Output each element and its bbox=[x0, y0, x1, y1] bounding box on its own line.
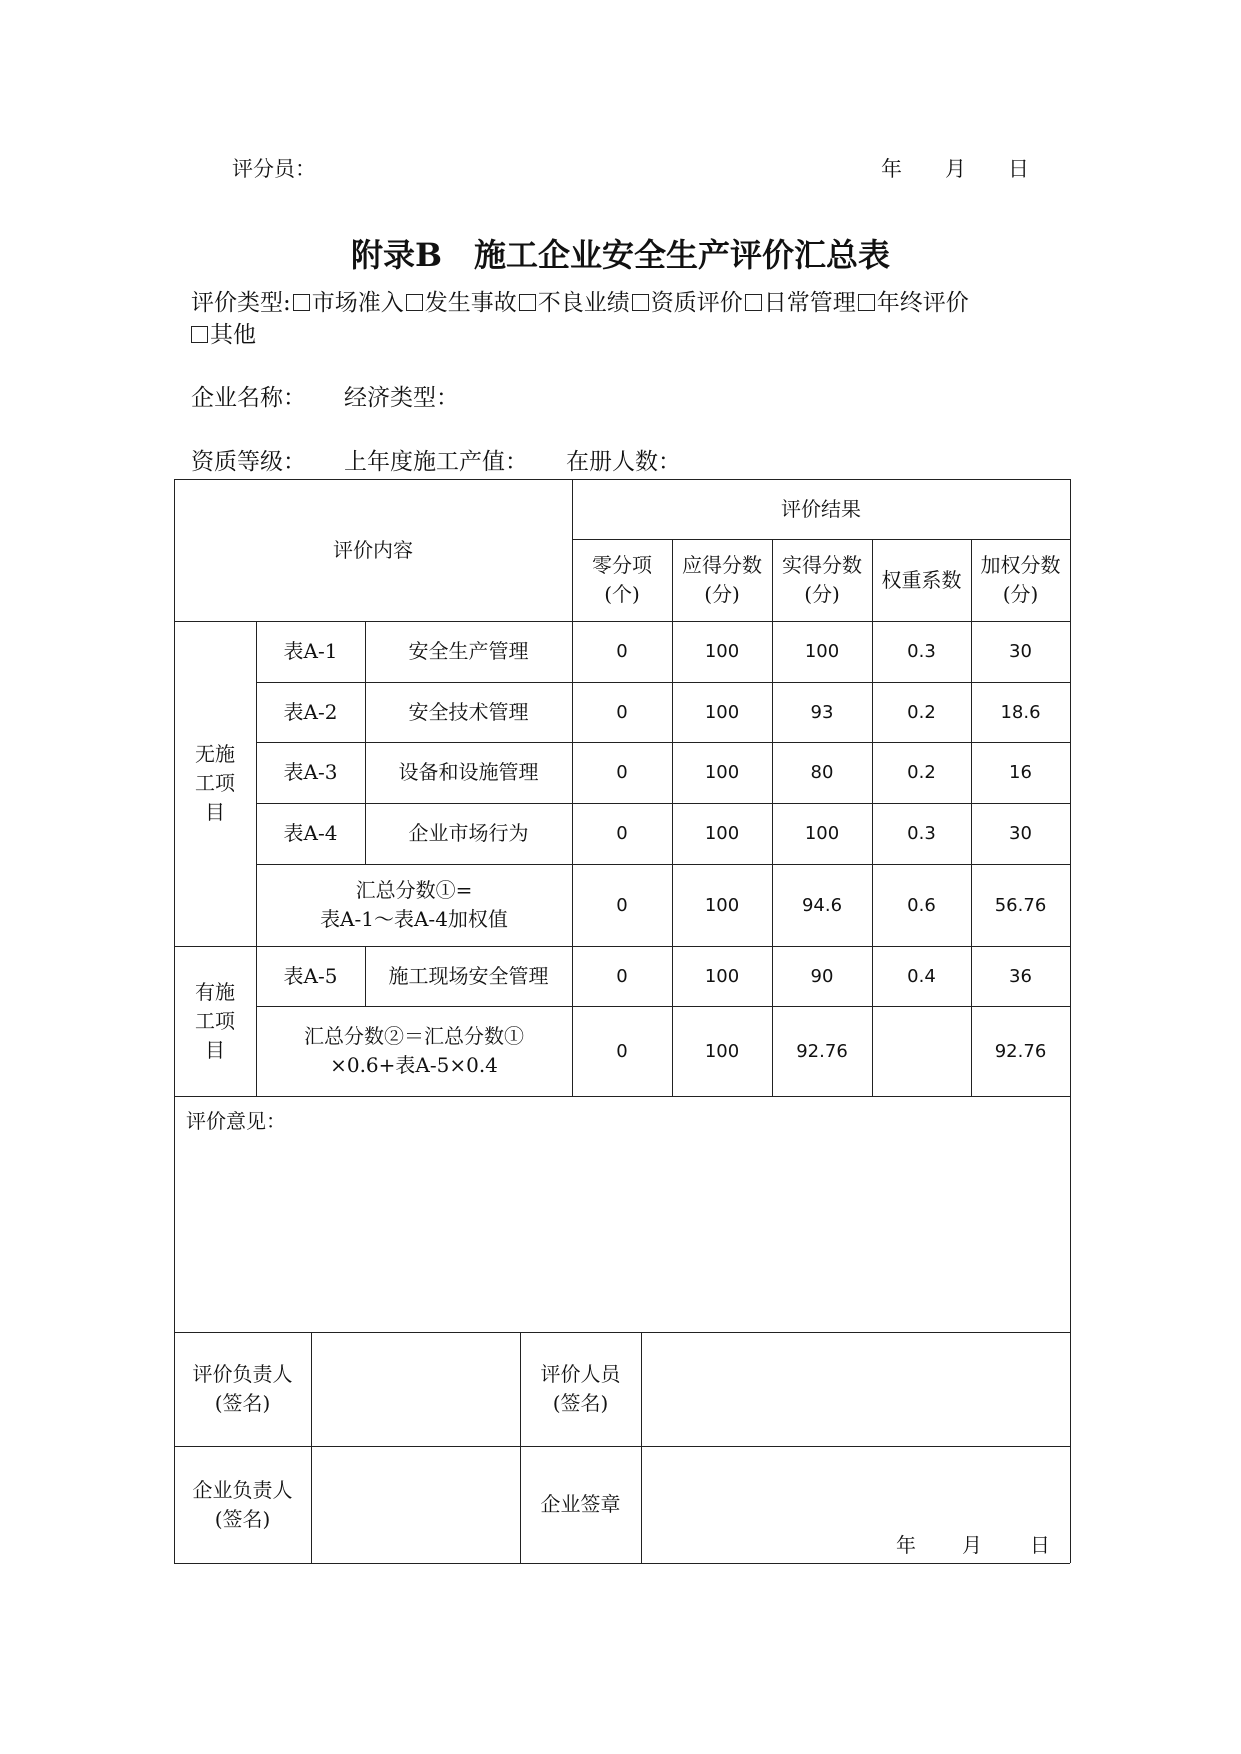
company-leader-label: 企业负责人(签名) bbox=[192, 1477, 293, 1531]
col-header-weighted: 加权分数(分) bbox=[980, 553, 1061, 606]
row-name: 安全技术管理 bbox=[408, 699, 529, 724]
table-line bbox=[174, 1096, 1070, 1097]
option-yearend: 年终评价 bbox=[876, 290, 969, 316]
col-header-zero: 零分项(个) bbox=[592, 553, 652, 606]
option-daily: 日常管理 bbox=[763, 290, 856, 316]
company-seal-area[interactable] bbox=[641, 1446, 1070, 1563]
group-no-project: 无施工项目 bbox=[195, 742, 235, 824]
cell-weight: 0.4 bbox=[907, 965, 936, 987]
company-line bbox=[191, 379, 459, 412]
option-market-entry: 市场准入 bbox=[311, 290, 404, 316]
eval-staff-signature[interactable] bbox=[641, 1332, 1070, 1446]
header-date-day: 日 bbox=[1008, 157, 1029, 181]
eval-type-line-2 bbox=[191, 316, 256, 349]
eval-staff-label: 评价人员(签名) bbox=[540, 1362, 621, 1415]
cell-actual: 90 bbox=[810, 965, 834, 987]
col-header-due: 应得分数(分) bbox=[682, 553, 762, 606]
cell-weighted: 92.76 bbox=[994, 1040, 1047, 1062]
qual-label: 资质等级： bbox=[191, 449, 306, 475]
eval-leader-signature[interactable] bbox=[311, 1332, 520, 1446]
cell-actual: 100 bbox=[804, 823, 840, 844]
cell-zero: 0 bbox=[616, 965, 628, 987]
cell-weight: 0.3 bbox=[907, 641, 936, 662]
cell-actual: 100 bbox=[804, 641, 840, 662]
cell-weighted: 16 bbox=[1009, 762, 1032, 783]
cell-zero: 0 bbox=[616, 762, 628, 783]
cell-due: 100 bbox=[704, 965, 740, 987]
sum1-label-line1: 汇总分数①= bbox=[355, 878, 473, 902]
header-date-month: 月 bbox=[945, 157, 966, 181]
row-code: 表A-4 bbox=[283, 821, 338, 845]
row-name: 设备和设施管理 bbox=[398, 760, 539, 784]
eval-leader-label: 评价负责人(签名) bbox=[192, 1362, 293, 1415]
checkbox-other[interactable] bbox=[191, 326, 208, 343]
sum2-label bbox=[256, 1006, 572, 1096]
checkbox-qualification[interactable] bbox=[632, 294, 649, 311]
content-header: 评价内容 bbox=[333, 537, 413, 562]
cell-weighted: 30 bbox=[1009, 641, 1032, 662]
company-name-label: 企业名称： bbox=[191, 385, 306, 411]
cell-weight bbox=[872, 1006, 971, 1096]
row-name: 安全生产管理 bbox=[408, 639, 529, 663]
cell-actual: 80 bbox=[810, 762, 834, 783]
cell-due: 100 bbox=[704, 894, 740, 916]
row-code: 表A-3 bbox=[283, 760, 338, 784]
row-code: 表A-5 bbox=[283, 963, 338, 988]
table-line bbox=[1070, 479, 1071, 1563]
checkbox-market-entry[interactable] bbox=[293, 294, 310, 311]
opinion-area[interactable] bbox=[182, 1139, 1062, 1324]
sum1-label bbox=[256, 864, 572, 946]
col-header-actual: 实得分数(分) bbox=[782, 553, 862, 606]
cell-weight: 0.2 bbox=[907, 762, 936, 783]
seal-date-month: 月 bbox=[962, 1533, 982, 1557]
opinion-label: 评价意见： bbox=[186, 1108, 286, 1133]
cell-actual: 94.6 bbox=[801, 894, 843, 916]
page-title: 附录B 施工企业安全生产评价汇总表 bbox=[350, 236, 891, 274]
eval-type-line bbox=[191, 284, 969, 317]
company-seal-label: 企业签章 bbox=[540, 1492, 621, 1516]
cell-weight: 0.3 bbox=[907, 823, 936, 844]
cell-due: 100 bbox=[704, 641, 740, 662]
cell-due: 100 bbox=[704, 701, 740, 723]
option-bad-record: 不良业绩 bbox=[537, 290, 630, 316]
checkbox-bad-record[interactable] bbox=[519, 294, 536, 311]
row-name: 施工现场安全管理 bbox=[388, 963, 549, 988]
option-qualification: 资质评价 bbox=[650, 290, 743, 316]
cell-zero: 0 bbox=[616, 1040, 628, 1062]
row-name: 企业市场行为 bbox=[408, 821, 529, 845]
eval-type-label: 评价类型: bbox=[191, 290, 291, 316]
cell-weighted: 18.6 bbox=[1000, 701, 1041, 723]
checkbox-accident[interactable] bbox=[406, 294, 423, 311]
table-line bbox=[174, 1563, 1070, 1564]
cell-zero: 0 bbox=[616, 894, 628, 916]
scorer-label: 评分员： bbox=[232, 157, 316, 181]
cell-zero: 0 bbox=[616, 641, 628, 662]
cell-weight: 0.2 bbox=[907, 701, 936, 723]
row-code: 表A-1 bbox=[283, 639, 338, 663]
sum2-label-line2: ×0.6+表A-5×0.4 bbox=[330, 1053, 498, 1077]
seal-date-year: 年 bbox=[896, 1533, 916, 1557]
result-header: 评价结果 bbox=[781, 496, 861, 521]
sum1-label-line2: 表A-1～表A-4加权值 bbox=[320, 907, 508, 931]
seal-date-day: 日 bbox=[1030, 1533, 1050, 1557]
cell-zero: 0 bbox=[616, 823, 628, 844]
group-with-project: 有施工项目 bbox=[195, 979, 235, 1062]
cell-weighted: 30 bbox=[1009, 823, 1032, 844]
output-label: 上年度施工产值： bbox=[344, 449, 528, 475]
option-other: 其他 bbox=[210, 322, 256, 348]
cell-due: 100 bbox=[704, 823, 740, 844]
row-code: 表A-2 bbox=[283, 699, 338, 724]
econ-type-label: 经济类型： bbox=[344, 385, 459, 411]
cell-weighted: 36 bbox=[1009, 965, 1032, 987]
cell-zero: 0 bbox=[616, 701, 628, 723]
staff-label: 在册人数： bbox=[566, 449, 681, 475]
cell-due: 100 bbox=[704, 1040, 740, 1062]
checkbox-daily[interactable] bbox=[745, 294, 762, 311]
option-accident: 发生事故 bbox=[424, 290, 517, 316]
qual-line bbox=[191, 443, 681, 476]
cell-weight: 0.6 bbox=[907, 894, 936, 916]
cell-actual: 93 bbox=[810, 701, 834, 723]
sum2-label-line1: 汇总分数②＝汇总分数① bbox=[304, 1024, 524, 1048]
checkbox-yearend[interactable] bbox=[858, 294, 875, 311]
cell-actual: 92.76 bbox=[796, 1040, 848, 1062]
cell-weighted: 56.76 bbox=[994, 894, 1047, 916]
col-header-weight: 权重系数 bbox=[881, 567, 962, 592]
cell-due: 100 bbox=[704, 762, 740, 783]
header-date-year: 年 bbox=[881, 157, 902, 181]
company-leader-signature[interactable] bbox=[311, 1446, 520, 1563]
summary-table bbox=[174, 479, 1070, 1563]
